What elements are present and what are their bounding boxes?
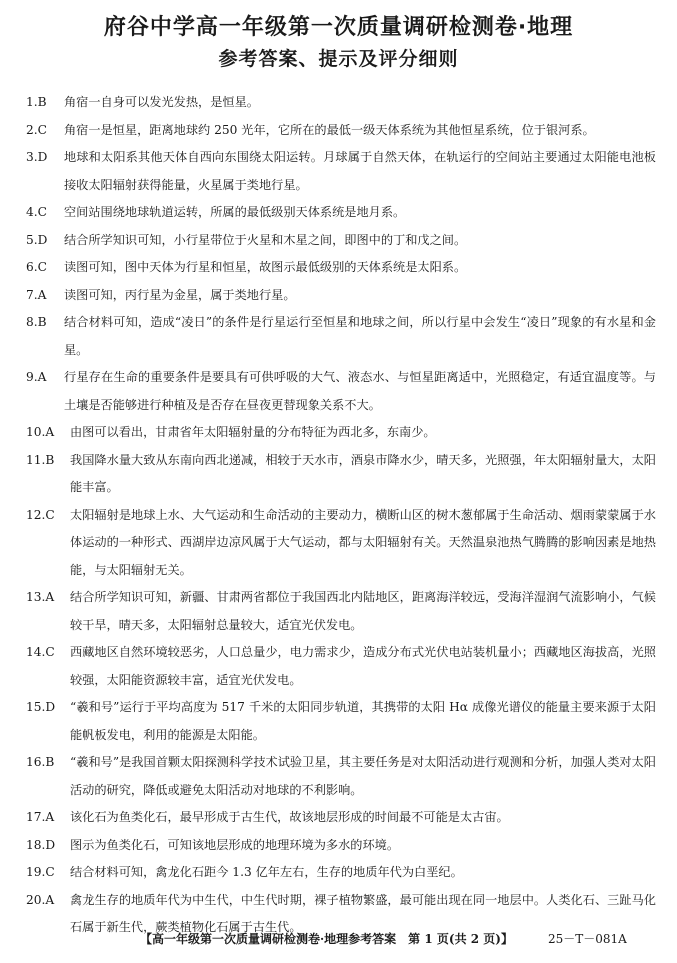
answer-explanation: 角宿一自身可以发光发热，是恒星。	[64, 95, 259, 109]
answer-number: 13.A	[26, 590, 55, 604]
answer-item	[26, 804, 656, 832]
answer-item	[26, 254, 656, 282]
answer-number: 6.C	[26, 260, 47, 274]
answer-explanation: 结合所学知识可知，小行星带位于火星和木星之间，即图中的丁和戊之间。	[64, 232, 467, 247]
answer-item	[26, 89, 656, 117]
answer-item	[26, 227, 656, 255]
page-title: 府谷中学高一年级第一次质量调研检测卷·地理	[103, 15, 574, 40]
answer-explanation: 读图可知，丙行星为金星，属于类地行星。	[64, 287, 296, 302]
answer-item	[26, 639, 656, 694]
answer-list	[26, 89, 656, 942]
footer-page-info: 【高一年级第一次质量调研检测卷·地理参考答案 第 1 页(共 2 页)】	[140, 932, 513, 946]
answer-number: 15.D	[26, 700, 56, 714]
footer-code: 25－T－081A	[548, 932, 627, 946]
answer-explanation: 由图可以看出，甘肃省年太阳辐射量的分布特征为西北多，东南少。	[70, 425, 436, 439]
answer-item	[26, 199, 656, 227]
answer-explanation: 行星存在生命的重要条件是要具有可供呼吸的大气、液态水、与恒星距离适中，光照稳定，有适宜温度等。与土壤是否能够进行种植及是否存在昼夜更替现象关系不大。	[64, 370, 656, 412]
answer-number: 5.D	[26, 232, 48, 247]
answer-explanation: 图示为鱼类化石，可知该地层形成的地理环境为多水的环境。	[70, 837, 400, 852]
answer-explanation: 西藏地区自然环境较恶劣，人口总量少，电力需求少，造成分布式光伏电站装机量小；西藏地区海拔高，光照较强，太阳能资源较丰富，适宜光伏发电。	[70, 645, 656, 687]
answer-item	[26, 694, 656, 749]
answer-number: 3.D	[26, 150, 48, 164]
answer-item	[26, 117, 656, 145]
answer-explanation: “羲和号”运行于平均高度为 517 千米的太阳同步轨道，其携带的太阳 Hα 成像光谱仪的能量主要来源于太阳能帆板发电，利用的能源是太阳能。	[70, 700, 656, 742]
answer-explanation: “羲和号”是我国首颗太阳探测科学技术试验卫星，其主要任务是对太阳活动进行观测和分析，加强人类对太阳活动的研究，降低或避免太阳活动对地球的不利影响。	[70, 755, 656, 797]
answer-number: 20.A	[26, 892, 55, 907]
answer-number: 9.A	[26, 370, 47, 384]
answer-explanation: 该化石为鱼类化石，最早形成于古生代，故该地层形成的时间最不可能是太古宙。	[70, 810, 509, 824]
answer-explanation: 太阳辐射是地球上水、大气运动和生命活动的主要动力，横断山区的树木葱郁属于生命活动、烟雨蒙蒙属于水体运动的一种形式、西湖岸边凉风属于大气运动，都与太阳辐射有关。天然温泉池热气腾腾的影响因素是地热能，与太阳辐射无关。	[70, 507, 656, 577]
answer-number: 1.B	[26, 95, 47, 109]
answer-item	[26, 282, 656, 310]
answer-explanation: 读图可知，图中天体为行星和恒星，故图示最低级别的天体系统是太阳系。	[64, 260, 467, 274]
answer-number: 10.A	[26, 425, 55, 439]
answer-item	[26, 309, 656, 364]
answer-item	[26, 584, 656, 639]
answer-explanation: 结合所学知识可知，新疆、甘肃两省都位于我国西北内陆地区，距离海洋较远，受海洋湿润气流影响小，气候较干旱，晴天多，太阳辐射总量较大，适宜光伏发电。	[70, 590, 656, 632]
answer-item	[26, 749, 656, 804]
answer-number: 2.C	[26, 122, 47, 137]
answer-number: 14.C	[26, 645, 55, 659]
answer-explanation: 空间站围绕地球轨道运转，所属的最低级别天体系统是地月系。	[64, 205, 406, 219]
answer-explanation: 我国降水量大致从东南向西北递减，相较于天水市，酒泉市降水少，晴天多，光照强，年太阳辐射量大，太阳能丰富。	[70, 452, 656, 494]
answer-explanation: 禽龙生存的地质年代为中生代，中生代时期，裸子植物繁盛，最可能出现在同一地层中。人类化石、三趾马化石属于新生代，蕨类植物化石属于古生代。	[70, 892, 656, 934]
answer-number: 16.B	[26, 755, 55, 769]
answer-number: 11.B	[26, 452, 55, 467]
answer-item	[26, 859, 656, 887]
answer-number: 7.A	[26, 287, 47, 302]
answer-number: 17.A	[26, 810, 55, 824]
answer-number: 19.C	[26, 865, 55, 879]
answer-number: 4.C	[26, 205, 47, 219]
answer-explanation: 角宿一是恒星，距离地球约 250 光年，它所在的最低一级天体系统为其他恒星系统，位于银河系。	[64, 122, 595, 137]
answer-number: 8.B	[26, 315, 47, 329]
answer-number: 12.C	[26, 507, 55, 522]
answer-item	[26, 419, 656, 447]
answer-item	[26, 832, 656, 860]
page-subtitle: 参考答案、提示及评分细则	[218, 48, 459, 70]
answer-item	[26, 144, 656, 199]
answer-explanation: 地球和太阳系其他天体自西向东围绕太阳运转。月球属于自然天体，在轨运行的空间站主要通过太阳能电池板接收太阳辐射获得能量，火星属于类地行星。	[64, 150, 656, 192]
answer-item	[26, 364, 656, 419]
answer-item	[26, 447, 656, 502]
answer-explanation: 结合材料可知，造成“凌日”的条件是行星运行至恒星和地球之间，所以行星中会发生“凌日”现象的有水星和金星。	[64, 315, 656, 357]
answer-item	[26, 502, 656, 585]
answer-explanation: 结合材料可知，禽龙化石距今 1.3 亿年左右，生存的地质年代为白垩纪。	[70, 865, 463, 879]
answer-number: 18.D	[26, 837, 56, 852]
